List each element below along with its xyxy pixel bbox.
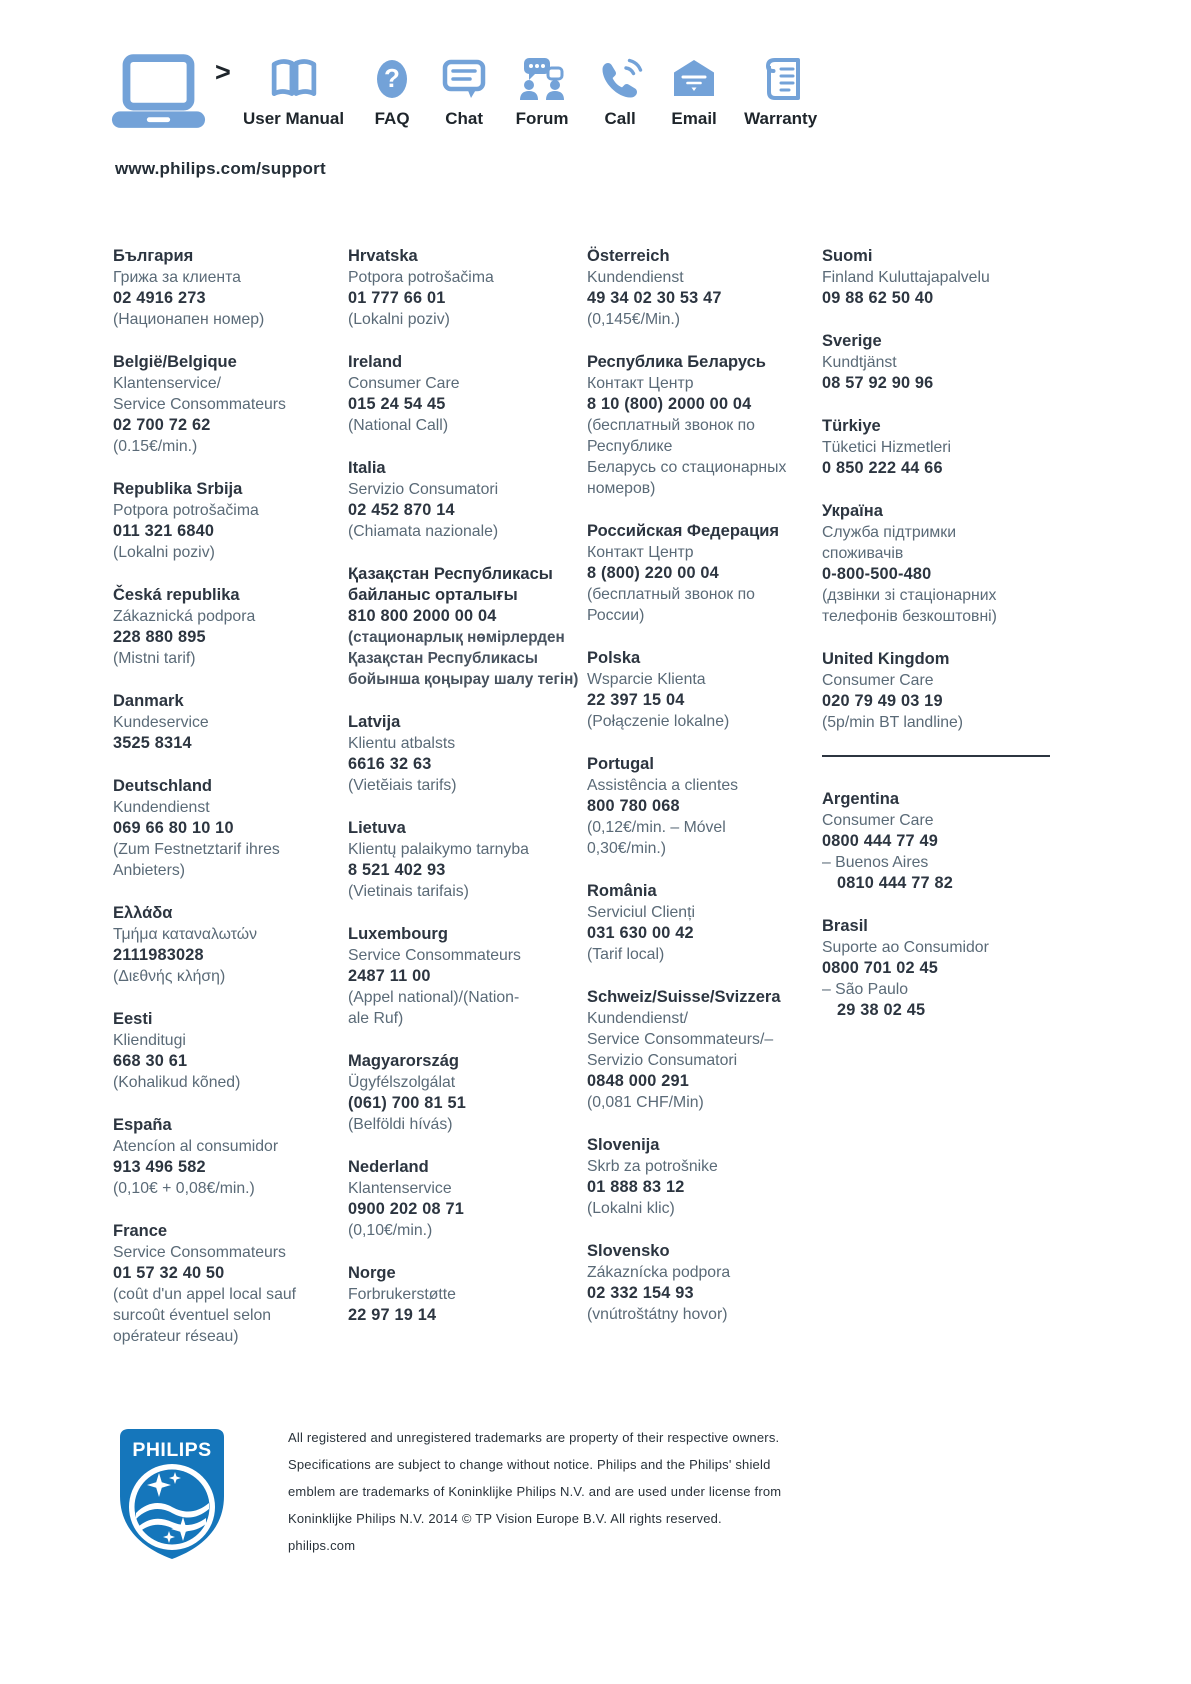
phone-number: 09 88 62 50 40 [822,289,934,307]
country-block [348,1157,587,1241]
country-name: Schweiz/Suisse/Svizzera [587,988,781,1006]
country-block [587,987,822,1113]
forum-icon [515,54,569,104]
country-name: Nederland [348,1158,429,1176]
country-block [113,1221,348,1347]
warranty-icon [759,54,803,104]
support-line: Klientu atbalsts [348,735,456,752]
support-line: Klienditugi [113,1032,186,1049]
phone-number: 8 (800) 220 00 04 [587,564,719,582]
country-block [348,818,587,902]
support-line: Kundendienst [587,269,684,286]
support-line: (Lokalni poziv) [113,544,215,561]
country-block [587,1135,822,1219]
legal-text-line: Koninklijke Philips N.V. 2014 © TP Vision Europe B.V. All rights reserved. [288,1511,722,1526]
support-line: Kundeservice [113,714,209,731]
support-line: Skrb za potrošnike [587,1158,718,1175]
country-name: Magyarország [348,1052,459,1070]
nav-label: FAQ [374,109,410,128]
support-line: (Διεθνής κλήση) [113,968,226,985]
support-line: (0,10€/min.) [348,1222,433,1239]
support-line: (0.15€/min.) [113,438,198,455]
country-block [348,352,587,436]
support-line: (Lokalni poziv) [348,311,450,328]
country-block [113,903,348,987]
country-name: Российская Федерация [587,522,779,540]
country-block [113,1115,348,1199]
country-name: България [113,247,194,265]
phone-number: 810 800 2000 00 04 [348,607,497,625]
phone-number: 01 888 83 12 [587,1178,685,1196]
phone-number: 020 79 49 03 19 [822,692,943,710]
nav-label: Call [604,109,636,128]
country-name: België/Belgique [113,353,237,371]
support-line: (стационарлық нөмірлерден [348,629,565,646]
phone-number: 228 880 895 [113,628,206,646]
support-line: (0,081 CHF/Min) [587,1094,704,1111]
support-line: ale Ruf) [348,1010,404,1027]
phone-number: 29 38 02 45 [837,1001,926,1019]
country-name: Sverige [822,332,882,350]
phone-number: 800 780 068 [587,797,680,815]
support-line: Potpora potrošačima [113,502,259,519]
country-name: Polska [587,649,641,667]
country-block [113,1009,348,1093]
support-line: Servizio Consumatori [348,481,499,498]
support-line: (Belföldi hívás) [348,1116,453,1133]
country-name: Argentina [822,790,900,808]
nav-item-forum [515,54,569,129]
country-name: Slovensko [587,1242,670,1260]
phone-number: 01 777 66 01 [348,289,446,307]
country-block [113,691,348,754]
support-line: (vnútroštátny hovor) [587,1306,728,1323]
phone-number: 0800 444 77 49 [822,832,938,850]
support-line: surcoût éventuel selon [113,1307,272,1324]
support-line: бойынша қоңырау шалу тегін) [348,671,579,688]
country-name: Ελλάδα [113,904,173,922]
support-line: 0,30€/min.) [587,840,667,857]
support-line: Klantenservice [348,1180,452,1197]
country-name: Portugal [587,755,654,773]
phone-number: 0800 701 02 45 [822,959,938,977]
country-block [822,649,1057,733]
support-line: (Mistni tarif) [113,650,196,667]
support-line: Consumer Care [822,672,934,689]
support-line: (National Call) [348,417,449,434]
country-block [587,352,822,499]
country-name: Türkiye [822,417,881,435]
legal-text-line: philips.com [288,1538,356,1553]
phone-number: 913 496 582 [113,1158,206,1176]
country-block [587,246,822,330]
support-line: (Vietĕiais tarifs) [348,777,457,794]
nav-label: User Manual [243,109,345,128]
support-line: Республике [587,438,673,455]
nav-item-warranty [744,54,817,129]
phone-number: 8 10 (800) 2000 00 04 [587,395,752,413]
country-name: Danmark [113,692,184,710]
nav-item-email [671,54,717,129]
support-columns [113,246,1057,1369]
support-line: Serviciul Clienți [587,904,695,921]
support-line: Грижа за клиента [113,269,241,286]
country-block [113,352,348,457]
country-name: Republika Srbija [113,480,243,498]
nav-item-user-manual [243,54,344,129]
support-line: Forbrukerstøtte [348,1286,456,1303]
support-line: споживачів [822,545,904,562]
support-line: Служба підтримки [822,524,957,541]
support-line: (0,12€/min. – Móvel [587,819,726,836]
chevron-right-icon: > [215,57,231,87]
philips-logo [119,1428,225,1565]
country-block [587,521,822,626]
support-line: Finland Kuluttajapalvelu [822,269,990,286]
phone-number: 031 630 00 42 [587,924,694,942]
support-line: (Tarif local) [587,946,665,963]
country-block [822,916,1057,1021]
phone-number: 2111983028 [113,946,204,964]
support-line: Kundendienst [113,799,210,816]
faq-icon [371,54,413,104]
legal-text-line: Specifications are subject to change without notice. Philips and the Philips' shield [288,1457,771,1472]
country-block [348,246,587,330]
support-line: opérateur réseau) [113,1328,239,1345]
phone-number: 0900 202 08 71 [348,1200,464,1218]
separator-line [822,755,1050,757]
country-block [822,789,1057,894]
country-name: Česká republika [113,586,240,604]
support-line: Wsparcie Klienta [587,671,706,688]
support-line: Consumer Care [348,375,460,392]
phone-number: 02 4916 273 [113,289,206,307]
support-line: Беларусь со стационарных [587,459,787,476]
support-line: (Zum Festnetztarif ihres [113,841,280,858]
country-block [587,754,822,859]
support-line: Zákaznícka podpora [587,1264,731,1281]
country-name: France [113,1222,168,1240]
nav-item-chat [440,54,488,129]
legal-text-line: All registered and unregistered trademarks are property of their respective owners. [288,1430,780,1445]
country-name: Hrvatska [348,247,418,265]
support-line: – Buenos Aires [822,854,929,871]
support-line: Қазақстан Республикасы [348,650,538,667]
book-icon [268,54,320,104]
nav-item-call [596,54,644,129]
support-line: (бесплатный звонок по [587,417,755,434]
support-line: (Połączenie lokalne) [587,713,730,730]
country-block [587,1241,822,1325]
country-block [822,501,1057,627]
country-name: Slovenija [587,1136,660,1154]
phone-number: 0810 444 77 82 [837,874,953,892]
support-line: Atencíon al consumidor [113,1138,279,1155]
philips-logo-text: PHILIPS [132,1439,212,1461]
country-block [348,712,587,796]
country-block [348,564,587,690]
phone-number: 069 66 80 10 10 [113,819,234,837]
phone-number: 22 97 19 14 [348,1306,437,1324]
support-line: Anbieters) [113,862,185,879]
phone-number: (061) 700 81 51 [348,1094,466,1112]
country-name: Österreich [587,247,670,265]
support-line: (Kohalikud kõned) [113,1074,241,1091]
support-line: (coût d'un appel local sauf [113,1286,297,1303]
support-line: (Национапен номер) [113,311,265,328]
country-name: Deutschland [113,777,213,795]
support-line: Zákaznická podpora [113,608,256,625]
support-line: России) [587,607,645,624]
country-block [348,1051,587,1135]
phone-number: 0848 000 291 [587,1072,689,1090]
support-line: (Chiamata nazionale) [348,523,499,540]
phone-number: 3525 8314 [113,734,192,752]
support-line: (0,10€ + 0,08€/min.) [113,1180,255,1197]
support-line: Consumer Care [822,812,934,829]
country-name: Latvija [348,713,401,731]
support-url-link[interactable]: www.philips.com/support [115,159,326,178]
support-line: (Vietinais tarifais) [348,883,469,900]
country-block [348,1263,587,1326]
support-line: (5p/min BT landline) [822,714,964,731]
support-line: Контакт Центр [587,544,694,561]
legal-text-line: emblem are trademarks of Koninklijke Philips N.V. and are used under license from [288,1484,782,1499]
nav-item-faq [371,54,413,129]
support-line: Tüketici Hizmetleri [822,439,952,456]
nav-label: Chat [445,109,483,128]
phone-number: 01 57 32 40 50 [113,1264,225,1282]
country-block [348,924,587,1029]
country-name: Luxembourg [348,925,448,943]
country-block [587,881,822,965]
nav-label: Warranty [744,109,818,128]
phone-number: 015 24 54 45 [348,395,446,413]
phone-number: 02 452 870 14 [348,501,455,519]
phone-number: 668 30 61 [113,1052,188,1070]
support-column [822,246,1057,1369]
country-block [822,331,1057,394]
nav-label: Forum [515,109,569,128]
support-line: Service Consommateurs [348,947,521,964]
support-line: Suporte ao Consumidor [822,939,989,956]
support-column [113,246,348,1369]
support-line: Контакт Центр [587,375,694,392]
country-block [113,776,348,881]
country-name: Suomi [822,247,873,265]
country-name: Lietuva [348,819,406,837]
phone-number: 2487 11 00 [348,967,431,985]
phone-number: 02 700 72 62 [113,416,211,434]
phone-number: 02 332 154 93 [587,1284,694,1302]
country-name: Україна [822,502,883,520]
country-block [822,416,1057,479]
phone-number: 0-800-500-480 [822,565,932,583]
legal-text [288,1424,781,1559]
country-name: España [113,1116,172,1134]
support-line: Potpora potrošačima [348,269,494,286]
support-line: Kundendienst/ [587,1010,689,1027]
support-column [587,246,822,1369]
nav-label: Email [671,109,717,128]
phone-number: 8 521 402 93 [348,861,446,879]
call-icon [596,54,644,104]
support-line: (бесплатный звонок по [587,586,755,603]
phone-number: 22 397 15 04 [587,691,685,709]
support-line: (Lokalni klic) [587,1200,675,1217]
country-name: Республика Беларусь [587,353,766,371]
country-name: United Kingdom [822,650,950,668]
phone-number: 6616 32 63 [348,755,432,773]
support-line: (дзвінки зі стаціонарних [822,587,997,604]
support-line: номеров) [587,480,656,497]
support-nav [243,54,817,129]
phone-number: 49 34 02 30 53 47 [587,289,722,307]
support-line: Service Consommateurs [113,396,286,413]
support-line: Servizio Consumatori [587,1052,738,1069]
country-name: Қазақстан Республикасы [348,565,553,583]
support-column [348,246,587,1369]
support-line: Assistência a clientes [587,777,739,794]
country-block [348,458,587,542]
support-line: Τμήμα καταναλωτών [113,926,258,943]
country-block [587,648,822,732]
support-line: Kundtjänst [822,354,897,371]
country-name: România [587,882,657,900]
chat-icon [440,54,488,104]
country-name: байланыс орталығы [348,586,518,604]
svg-text:?: ? [384,63,401,93]
email-icon [671,54,717,104]
support-line: Service Consommateurs/– [587,1031,774,1048]
support-line: телефонів безкоштовні) [822,608,997,625]
support-line: Klantenservice/ [113,375,222,392]
laptop-icon [110,54,207,137]
country-block [822,246,1057,309]
support-line: Klientų palaikymo tarnyba [348,841,529,858]
country-name: Brasil [822,917,868,935]
support-line: (Appel national)/(Nation- [348,989,520,1006]
support-line: Service Consommateurs [113,1244,286,1261]
phone-number: 08 57 92 90 96 [822,374,934,392]
country-name: Eesti [113,1010,153,1028]
country-block [113,479,348,563]
country-block [113,246,348,330]
support-line: Ügyfélszolgálat [348,1074,456,1091]
support-line: – São Paulo [822,981,909,998]
country-name: Norge [348,1264,396,1282]
phone-number: 011 321 6840 [113,522,215,540]
phone-number: 0 850 222 44 66 [822,459,943,477]
country-name: Ireland [348,353,403,371]
country-block [113,585,348,669]
country-name: Italia [348,459,386,477]
support-line: (0,145€/Min.) [587,311,681,328]
